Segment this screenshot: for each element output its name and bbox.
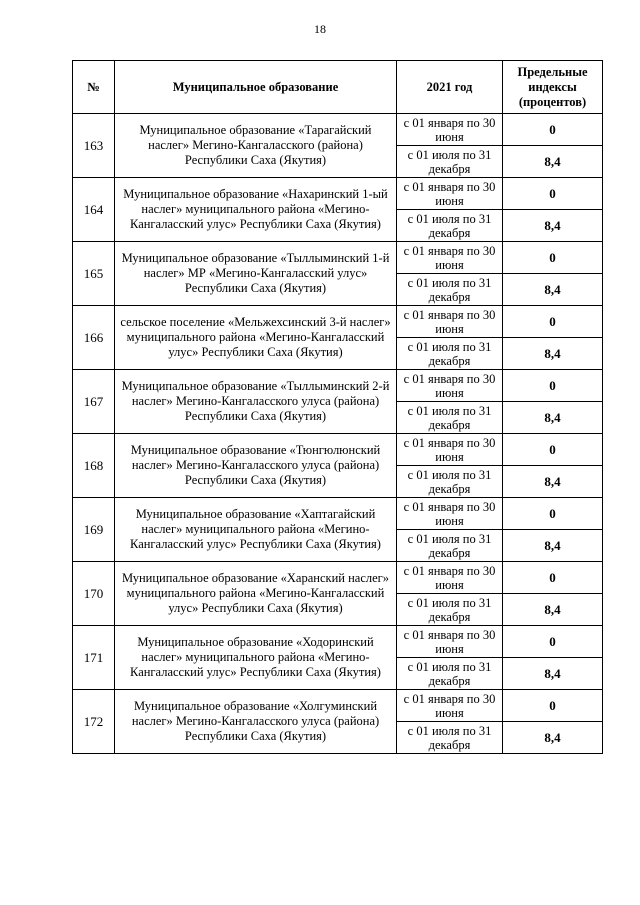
table-row (73, 178, 603, 210)
period-second-half: с 01 июля по 31 декабря (397, 594, 503, 626)
table-row (73, 498, 603, 530)
index-value-second-half: 8,4 (503, 658, 603, 690)
table-row (73, 370, 603, 402)
period-first-half: с 01 января по 30 июня (397, 434, 503, 466)
index-value-second-half: 8,4 (503, 594, 603, 626)
header-index: Предельные индексы (процентов) (503, 61, 603, 114)
table-body (73, 114, 603, 754)
municipality-name: Муниципальное образование «Тюнгюлюнский наслег» Мегино-Кангаласского улуса (района) Республики Саха (Якутия) (115, 434, 397, 498)
municipality-name: Муниципальное образование «Тарагайский наслег» Мегино-Кангаласского (района) Республики Саха (Якутия) (115, 114, 397, 178)
municipality-name: Муниципальное образование «Нахаринский 1-ый наслег» муниципального района «Мегино-Кангаласский улус» Республики Саха (Якутия) (115, 178, 397, 242)
index-value-second-half: 8,4 (503, 210, 603, 242)
table-row (73, 306, 603, 338)
index-value-second-half: 8,4 (503, 274, 603, 306)
index-value-second-half: 8,4 (503, 146, 603, 178)
period-first-half: с 01 января по 30 июня (397, 498, 503, 530)
index-value-first-half: 0 (503, 434, 603, 466)
row-number: 172 (73, 690, 115, 754)
table-row (73, 690, 603, 722)
index-value-first-half: 0 (503, 626, 603, 658)
period-first-half: с 01 января по 30 июня (397, 626, 503, 658)
index-value-second-half: 8,4 (503, 530, 603, 562)
tariff-index-table (72, 60, 603, 754)
period-first-half: с 01 января по 30 июня (397, 178, 503, 210)
period-second-half: с 01 июля по 31 декабря (397, 338, 503, 370)
index-value-first-half: 0 (503, 242, 603, 274)
period-first-half: с 01 января по 30 июня (397, 306, 503, 338)
municipality-name: Муниципальное образование «Холгуминский наслег» Мегино-Кангаласского улуса (района) Республики Саха (Якутия) (115, 690, 397, 754)
table-row (73, 114, 603, 146)
row-number: 169 (73, 498, 115, 562)
period-second-half: с 01 июля по 31 декабря (397, 466, 503, 498)
index-value-first-half: 0 (503, 306, 603, 338)
period-second-half: с 01 июля по 31 декабря (397, 274, 503, 306)
table-header-row (73, 61, 603, 114)
municipality-name: Муниципальное образование «Хаптагайский наслег» муниципального района «Мегино-Кангаласский улус» Республики Саха (Якутия) (115, 498, 397, 562)
header-municipality: Муниципальное образование (115, 61, 397, 114)
municipality-name: сельское поселение «Мельжехсинский 3-й наслег» муниципального района «Мегино-Кангаласский улус» Республики Саха (Якутия) (115, 306, 397, 370)
header-num: № (73, 61, 115, 114)
period-first-half: с 01 января по 30 июня (397, 242, 503, 274)
row-number: 168 (73, 434, 115, 498)
header-year: 2021 год (397, 61, 503, 114)
index-value-first-half: 0 (503, 690, 603, 722)
table-row (73, 626, 603, 658)
row-number: 170 (73, 562, 115, 626)
municipality-name: Муниципальное образование «Тыллыминский 2-й наслег» Мегино-Кангаласского улуса (района) Республики Саха (Якутия) (115, 370, 397, 434)
index-value-second-half: 8,4 (503, 338, 603, 370)
index-value-first-half: 0 (503, 498, 603, 530)
municipality-name: Муниципальное образование «Харанский наслег» муниципального района «Мегино-Кангаласский улус» Республики Саха (Якутия) (115, 562, 397, 626)
period-first-half: с 01 января по 30 июня (397, 562, 503, 594)
period-first-half: с 01 января по 30 июня (397, 114, 503, 146)
index-value-first-half: 0 (503, 370, 603, 402)
table-row (73, 242, 603, 274)
period-second-half: с 01 июля по 31 декабря (397, 658, 503, 690)
index-value-first-half: 0 (503, 178, 603, 210)
row-number: 171 (73, 626, 115, 690)
index-value-first-half: 0 (503, 114, 603, 146)
municipality-name: Муниципальное образование «Ходоринский наслег» муниципального района «Мегино-Кангаласский улус» Республики Саха (Якутия) (115, 626, 397, 690)
table-row (73, 562, 603, 594)
period-second-half: с 01 июля по 31 декабря (397, 722, 503, 754)
period-first-half: с 01 января по 30 июня (397, 370, 503, 402)
table-row (73, 434, 603, 466)
period-first-half: с 01 января по 30 июня (397, 690, 503, 722)
period-second-half: с 01 июля по 31 декабря (397, 530, 503, 562)
row-number: 167 (73, 370, 115, 434)
index-value-first-half: 0 (503, 562, 603, 594)
index-value-second-half: 8,4 (503, 402, 603, 434)
row-number: 165 (73, 242, 115, 306)
index-value-second-half: 8,4 (503, 722, 603, 754)
period-second-half: с 01 июля по 31 декабря (397, 210, 503, 242)
index-value-second-half: 8,4 (503, 466, 603, 498)
row-number: 166 (73, 306, 115, 370)
period-second-half: с 01 июля по 31 декабря (397, 402, 503, 434)
row-number: 163 (73, 114, 115, 178)
row-number: 164 (73, 178, 115, 242)
period-second-half: с 01 июля по 31 декабря (397, 146, 503, 178)
municipality-name: Муниципальное образование «Тыллыминский 1-й наслег» МР «Мегино-Кангаласский улус» Республики Саха (Якутия) (115, 242, 397, 306)
page-number: 18 (314, 22, 326, 36)
